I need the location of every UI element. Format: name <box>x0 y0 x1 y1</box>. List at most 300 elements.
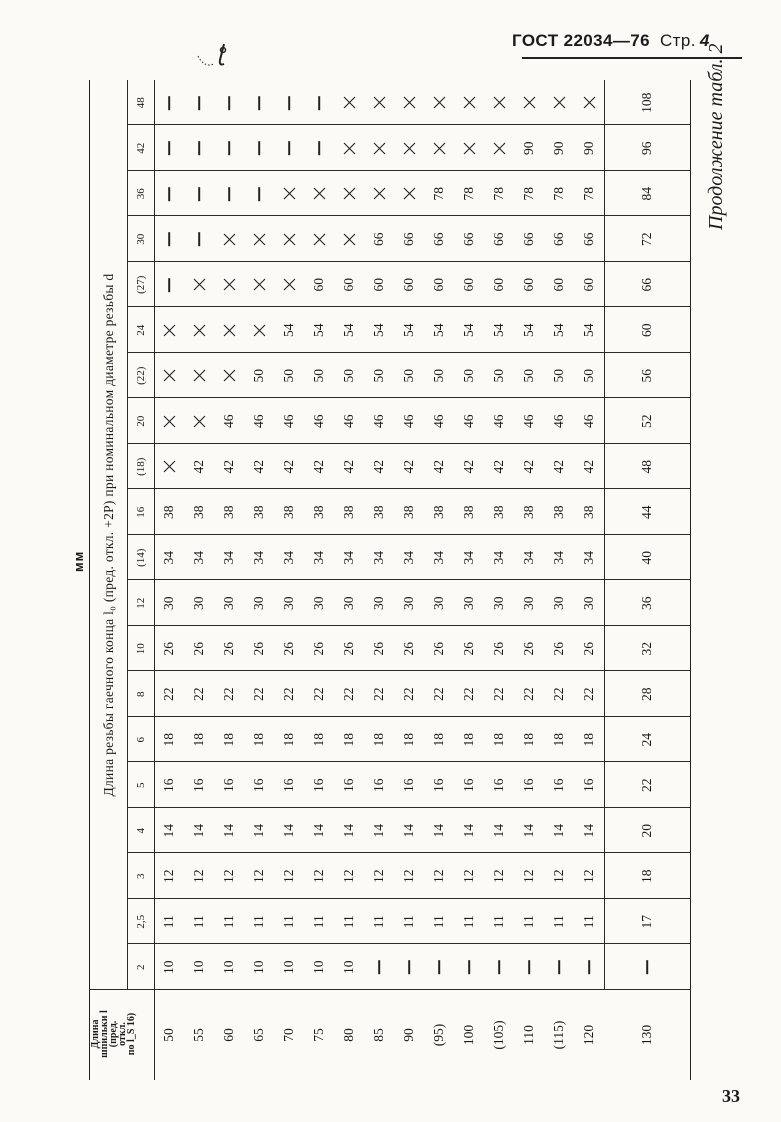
row-length-label: 60 <box>221 1028 236 1042</box>
cross-mark-icon <box>454 126 484 172</box>
table-cell: 22 <box>461 687 476 701</box>
table-cell: 38 <box>311 505 326 519</box>
table-cell: 11 <box>281 915 296 929</box>
table-cell: 60 <box>551 278 566 292</box>
table-cell: 40 <box>639 551 654 565</box>
table-cell: 26 <box>161 642 176 656</box>
table-cell: 16 <box>461 778 476 792</box>
table-cell: 18 <box>371 733 386 747</box>
table-cell: 50 <box>551 369 566 383</box>
cross-mark-icon <box>274 217 304 263</box>
column-header: 48 <box>134 97 147 109</box>
table-cell: 11 <box>311 915 326 929</box>
cross-mark-icon <box>184 262 214 308</box>
table-cell: 30 <box>191 596 206 610</box>
cross-mark-icon <box>154 353 184 399</box>
table-cell: 34 <box>311 551 326 565</box>
table-cell: 34 <box>251 551 266 565</box>
table-cell: 66 <box>491 232 506 246</box>
cross-mark-icon <box>394 171 424 217</box>
table-cell: 12 <box>521 869 536 883</box>
table-cell: 34 <box>341 551 356 565</box>
table-cell: 50 <box>401 369 416 383</box>
table-cell: 46 <box>311 414 326 428</box>
table-cell: 34 <box>221 551 236 565</box>
column-header: 36 <box>134 188 147 200</box>
cross-mark-icon <box>334 217 364 263</box>
cross-mark-icon <box>484 80 514 126</box>
cross-mark-icon <box>154 444 184 490</box>
cross-mark-icon <box>214 217 244 263</box>
table-cell: 56 <box>639 369 654 383</box>
dash-mark-icon <box>154 217 184 263</box>
table-cell: 26 <box>581 642 596 656</box>
column-header: 42 <box>134 142 147 154</box>
table-cell: 30 <box>341 596 356 610</box>
cross-mark-icon <box>154 308 184 354</box>
table-cell: 11 <box>341 915 356 929</box>
table-cell: 18 <box>551 733 566 747</box>
table-cell: 46 <box>341 414 356 428</box>
cross-mark-icon <box>304 171 334 217</box>
span-header: Длина резьбы гаечного конца l₀ (пред. откл. +2P) при номинальном диаметре резьбы d <box>100 273 116 797</box>
table-cell: 38 <box>161 505 176 519</box>
row-length-label: 75 <box>311 1028 326 1042</box>
table-cell: 16 <box>251 778 266 792</box>
table-cell: 50 <box>341 369 356 383</box>
cross-mark-icon <box>364 126 394 172</box>
table-cell: 14 <box>371 824 386 838</box>
table-cell: 16 <box>371 778 386 792</box>
table-cell: 46 <box>581 414 596 428</box>
table-cell: 38 <box>251 505 266 519</box>
standard-code: ГОСТ 22034—76 <box>512 31 650 50</box>
table-cell: 16 <box>221 778 236 792</box>
row-length-label: 80 <box>341 1028 356 1042</box>
table-cell: 50 <box>371 369 386 383</box>
dash-mark-icon <box>184 126 214 172</box>
cross-mark-icon <box>424 126 454 172</box>
table-cell: 10 <box>341 960 356 974</box>
table-cell: 11 <box>461 915 476 929</box>
row-length-label: 120 <box>581 1024 596 1046</box>
table-cell: 42 <box>221 460 236 474</box>
table-cell: 24 <box>639 733 654 747</box>
table-cell: 54 <box>581 323 596 337</box>
table-cell: 84 <box>639 187 654 201</box>
row-length-label: (95) <box>431 1023 446 1047</box>
table-cell: 30 <box>461 596 476 610</box>
table-cell: 12 <box>401 869 416 883</box>
dash-mark-icon <box>454 945 484 991</box>
table-cell: 12 <box>221 869 236 883</box>
table-cell: 60 <box>311 278 326 292</box>
cross-mark-icon <box>184 399 214 445</box>
dash-mark-icon <box>154 262 184 308</box>
table-cell: 54 <box>281 323 296 337</box>
table-cell: 44 <box>639 505 654 519</box>
table-cell: 10 <box>311 960 326 974</box>
table-cell: 30 <box>251 596 266 610</box>
table-cell: 42 <box>311 460 326 474</box>
table-cell: 34 <box>461 551 476 565</box>
dash-mark-icon <box>184 80 214 126</box>
page-label: Стр. <box>659 31 696 50</box>
table-cell: 10 <box>221 960 236 974</box>
table-cell: 10 <box>191 960 206 974</box>
cross-mark-icon <box>334 126 364 172</box>
table-cell: 54 <box>461 323 476 337</box>
row-length-label: 55 <box>191 1028 206 1042</box>
table-cell: 12 <box>311 869 326 883</box>
cross-mark-icon <box>334 171 364 217</box>
table-cell: 12 <box>161 869 176 883</box>
table-cell: 12 <box>251 869 266 883</box>
table-cell: 38 <box>341 505 356 519</box>
cross-mark-icon <box>394 80 424 126</box>
dash-mark-icon <box>154 126 184 172</box>
table-cell: 46 <box>251 414 266 428</box>
table-cell: 66 <box>639 278 654 292</box>
unit-label: мм <box>71 550 86 572</box>
table-cell: 16 <box>581 778 596 792</box>
cross-mark-icon <box>244 217 274 263</box>
table-cell: 46 <box>431 414 446 428</box>
table-cell: 11 <box>401 915 416 929</box>
table-cell: 60 <box>461 278 476 292</box>
table-cell: 78 <box>581 187 596 201</box>
row-length-label: (105) <box>491 1020 506 1050</box>
table-cell: 22 <box>431 687 446 701</box>
table-cell: 16 <box>401 778 416 792</box>
table-cell: 22 <box>401 687 416 701</box>
cross-mark-icon <box>424 80 454 126</box>
dash-mark-icon <box>214 126 244 172</box>
table-cell: 54 <box>341 323 356 337</box>
row-length-label: 85 <box>371 1028 386 1042</box>
table-cell: 14 <box>221 824 236 838</box>
table-cell: 38 <box>521 505 536 519</box>
table-cell: 18 <box>251 733 266 747</box>
column-header: 20 <box>134 415 147 427</box>
dash-mark-icon <box>544 945 574 991</box>
table-cell: 22 <box>551 687 566 701</box>
table-cell: 108 <box>639 92 654 113</box>
table-cell: 42 <box>521 460 536 474</box>
table-cell: 42 <box>251 460 266 474</box>
cross-mark-icon <box>544 80 574 126</box>
table-cell: 52 <box>639 414 654 428</box>
table-cell: 50 <box>281 369 296 383</box>
cross-mark-icon <box>394 126 424 172</box>
table-cell: 46 <box>461 414 476 428</box>
column-header: 4 <box>134 828 147 834</box>
table-cell: 22 <box>191 687 206 701</box>
table-cell: 66 <box>461 232 476 246</box>
table-cell: 22 <box>161 687 176 701</box>
cross-mark-icon <box>214 353 244 399</box>
table-cell: 34 <box>191 551 206 565</box>
column-header: 3 <box>134 873 147 879</box>
row-length-label: 90 <box>401 1028 416 1042</box>
dash-mark-icon <box>514 945 544 991</box>
table-cell: 30 <box>281 596 296 610</box>
table-cell: 54 <box>491 323 506 337</box>
table-cell: 66 <box>551 232 566 246</box>
table-cell: 42 <box>341 460 356 474</box>
table-cell: 14 <box>431 824 446 838</box>
table-cell: 38 <box>491 505 506 519</box>
table-cell: 54 <box>431 323 446 337</box>
table-cell: 26 <box>311 642 326 656</box>
table-cell: 16 <box>161 778 176 792</box>
stub-header-line: по l_S 16) <box>126 1012 137 1056</box>
table-cell: 26 <box>221 642 236 656</box>
column-header: (18) <box>134 457 147 476</box>
table-cell: 10 <box>251 960 266 974</box>
table-cell: 12 <box>371 869 386 883</box>
table-cell: 18 <box>521 733 536 747</box>
stub-header-line: откл. <box>117 1022 128 1046</box>
table-cell: 46 <box>551 414 566 428</box>
header-page-number: 4 <box>699 31 710 50</box>
table-cell: 34 <box>491 551 506 565</box>
table-cell: 11 <box>491 915 506 929</box>
table-cell: 50 <box>491 369 506 383</box>
table-cell: 16 <box>281 778 296 792</box>
table-cell: 38 <box>461 505 476 519</box>
table-cell: 78 <box>491 187 506 201</box>
table-cell: 30 <box>551 596 566 610</box>
table-cell: 16 <box>521 778 536 792</box>
table-cell: 38 <box>431 505 446 519</box>
table-cell: 11 <box>251 915 266 929</box>
table-cell: 30 <box>401 596 416 610</box>
table-cell: 34 <box>371 551 386 565</box>
table-cell: 42 <box>281 460 296 474</box>
dash-mark-icon <box>244 171 274 217</box>
cross-mark-icon <box>304 217 334 263</box>
table-cell: 18 <box>221 733 236 747</box>
table-cell: 32 <box>639 642 654 656</box>
table-cell: 50 <box>251 369 266 383</box>
table-cell: 78 <box>551 187 566 201</box>
table-cell: 14 <box>311 824 326 838</box>
cross-mark-icon <box>274 171 304 217</box>
table-cell: 50 <box>461 369 476 383</box>
table-cell: 42 <box>431 460 446 474</box>
table-cell: 14 <box>491 824 506 838</box>
dash-mark-icon <box>274 126 304 172</box>
row-length-label: 100 <box>461 1024 476 1046</box>
table-cell: 30 <box>581 596 596 610</box>
table-cell: 66 <box>521 232 536 246</box>
column-header: 12 <box>134 597 147 609</box>
table-cell: 22 <box>639 778 654 792</box>
table-cell: 60 <box>431 278 446 292</box>
continuation-label: Продолжение табл. 2 <box>705 43 727 230</box>
dash-mark-icon <box>424 945 454 991</box>
row-length-label: 65 <box>251 1028 266 1042</box>
dash-mark-icon <box>394 945 424 991</box>
table-cell: 14 <box>551 824 566 838</box>
table-cell: 26 <box>341 642 356 656</box>
table-cell: 14 <box>401 824 416 838</box>
table-cell: 50 <box>431 369 446 383</box>
dash-mark-icon <box>574 945 604 991</box>
table-cell: 72 <box>639 232 654 246</box>
table-cell: 34 <box>581 551 596 565</box>
cross-mark-icon <box>154 399 184 445</box>
table-cell: 54 <box>311 323 326 337</box>
dash-mark-icon <box>184 171 214 217</box>
table-cell: 30 <box>491 596 506 610</box>
stub-header-line: (пред. <box>108 1020 119 1048</box>
table-cell: 46 <box>281 414 296 428</box>
table-cell: 18 <box>461 733 476 747</box>
table-cell: 42 <box>551 460 566 474</box>
table-cell: 60 <box>401 278 416 292</box>
table-cell: 16 <box>491 778 506 792</box>
page-header <box>512 31 710 51</box>
table-cell: 38 <box>551 505 566 519</box>
table-cell: 34 <box>161 551 176 565</box>
table-cell: 30 <box>431 596 446 610</box>
table-cell: 12 <box>281 869 296 883</box>
dash-mark-icon <box>214 171 244 217</box>
cross-mark-icon <box>274 262 304 308</box>
table-cell: 12 <box>551 869 566 883</box>
table-cell: 22 <box>341 687 356 701</box>
table-cell: 26 <box>371 642 386 656</box>
table-cell: 30 <box>161 596 176 610</box>
table-cell: 14 <box>521 824 536 838</box>
dash-mark-icon <box>484 945 514 991</box>
table-cell: 66 <box>431 232 446 246</box>
cross-mark-icon <box>334 80 364 126</box>
table-cell: 46 <box>491 414 506 428</box>
cross-mark-icon <box>184 308 214 354</box>
table-cell: 38 <box>581 505 596 519</box>
table-cell: 42 <box>461 460 476 474</box>
table-cell: 66 <box>401 232 416 246</box>
column-header: (27) <box>134 275 147 294</box>
cross-mark-icon <box>244 308 274 354</box>
table-cell: 42 <box>581 460 596 474</box>
table-cell: 11 <box>521 915 536 929</box>
table-cell: 48 <box>639 460 654 474</box>
cross-mark-icon <box>514 80 544 126</box>
table-cell: 18 <box>191 733 206 747</box>
rotated-page-content <box>65 43 745 1080</box>
dash-mark-icon <box>304 80 334 126</box>
table-cell: 22 <box>371 687 386 701</box>
table-cell: 12 <box>191 869 206 883</box>
dash-mark-icon <box>604 945 690 991</box>
column-header: (22) <box>134 366 147 385</box>
table-cell: 18 <box>639 869 654 883</box>
table-cell: 28 <box>639 687 654 701</box>
table-cell: 26 <box>431 642 446 656</box>
table-cell: 14 <box>341 824 356 838</box>
table-cell: 38 <box>221 505 236 519</box>
table-cell: 18 <box>491 733 506 747</box>
table-cell: 34 <box>431 551 446 565</box>
table-cell: 26 <box>491 642 506 656</box>
table-cell: 78 <box>431 187 446 201</box>
table-cell: 38 <box>191 505 206 519</box>
table-cell: 22 <box>311 687 326 701</box>
table-cell: 78 <box>521 187 536 201</box>
table-cell: 34 <box>521 551 536 565</box>
dash-mark-icon <box>244 126 274 172</box>
column-header: 30 <box>134 233 147 245</box>
cross-mark-icon <box>454 80 484 126</box>
table-cell: 18 <box>311 733 326 747</box>
table-cell: 18 <box>161 733 176 747</box>
table-cell: 38 <box>401 505 416 519</box>
row-length-label: 50 <box>161 1028 176 1042</box>
column-header: 6 <box>134 737 147 743</box>
table-cell: 17 <box>639 915 654 929</box>
table-cell: 16 <box>551 778 566 792</box>
column-header: (14) <box>134 548 147 567</box>
table-cell: 54 <box>401 323 416 337</box>
table-cell: 12 <box>461 869 476 883</box>
dash-mark-icon <box>154 80 184 126</box>
table-cell: 16 <box>311 778 326 792</box>
stub-header <box>90 992 137 1076</box>
table-cell: 26 <box>401 642 416 656</box>
column-header: 10 <box>134 643 147 655</box>
table-cell: 30 <box>371 596 386 610</box>
table-cell: 96 <box>639 141 654 155</box>
table-cell: 36 <box>639 596 654 610</box>
table-cell: 50 <box>311 369 326 383</box>
table-cell: 18 <box>431 733 446 747</box>
table-cell: 16 <box>191 778 206 792</box>
cross-mark-icon <box>574 80 604 126</box>
table-cell: 34 <box>551 551 566 565</box>
table-cell: 78 <box>461 187 476 201</box>
table-cell: 12 <box>431 869 446 883</box>
table-cell: 54 <box>521 323 536 337</box>
table-cell: 34 <box>281 551 296 565</box>
table-cell: 26 <box>461 642 476 656</box>
column-header: 2,5 <box>134 914 147 929</box>
column-header: 16 <box>134 506 147 518</box>
dash-mark-icon <box>304 126 334 172</box>
table-cell: 30 <box>311 596 326 610</box>
table-cell: 22 <box>251 687 266 701</box>
column-header: 8 <box>134 691 147 697</box>
cross-mark-icon <box>364 80 394 126</box>
table-cell: 42 <box>371 460 386 474</box>
table-cell: 11 <box>371 915 386 929</box>
cross-mark-icon <box>214 308 244 354</box>
data-table <box>89 80 691 1080</box>
table-cell: 11 <box>431 915 446 929</box>
column-header: 2 <box>134 964 147 970</box>
table-cell: 46 <box>521 414 536 428</box>
table-cell: 46 <box>221 414 236 428</box>
page-number: 33 <box>722 1086 740 1106</box>
table-cell: 42 <box>401 460 416 474</box>
row-length-label: 130 <box>639 1024 654 1046</box>
table-cell: 50 <box>581 369 596 383</box>
row-length-label: 70 <box>281 1028 296 1042</box>
table-cell: 14 <box>161 824 176 838</box>
